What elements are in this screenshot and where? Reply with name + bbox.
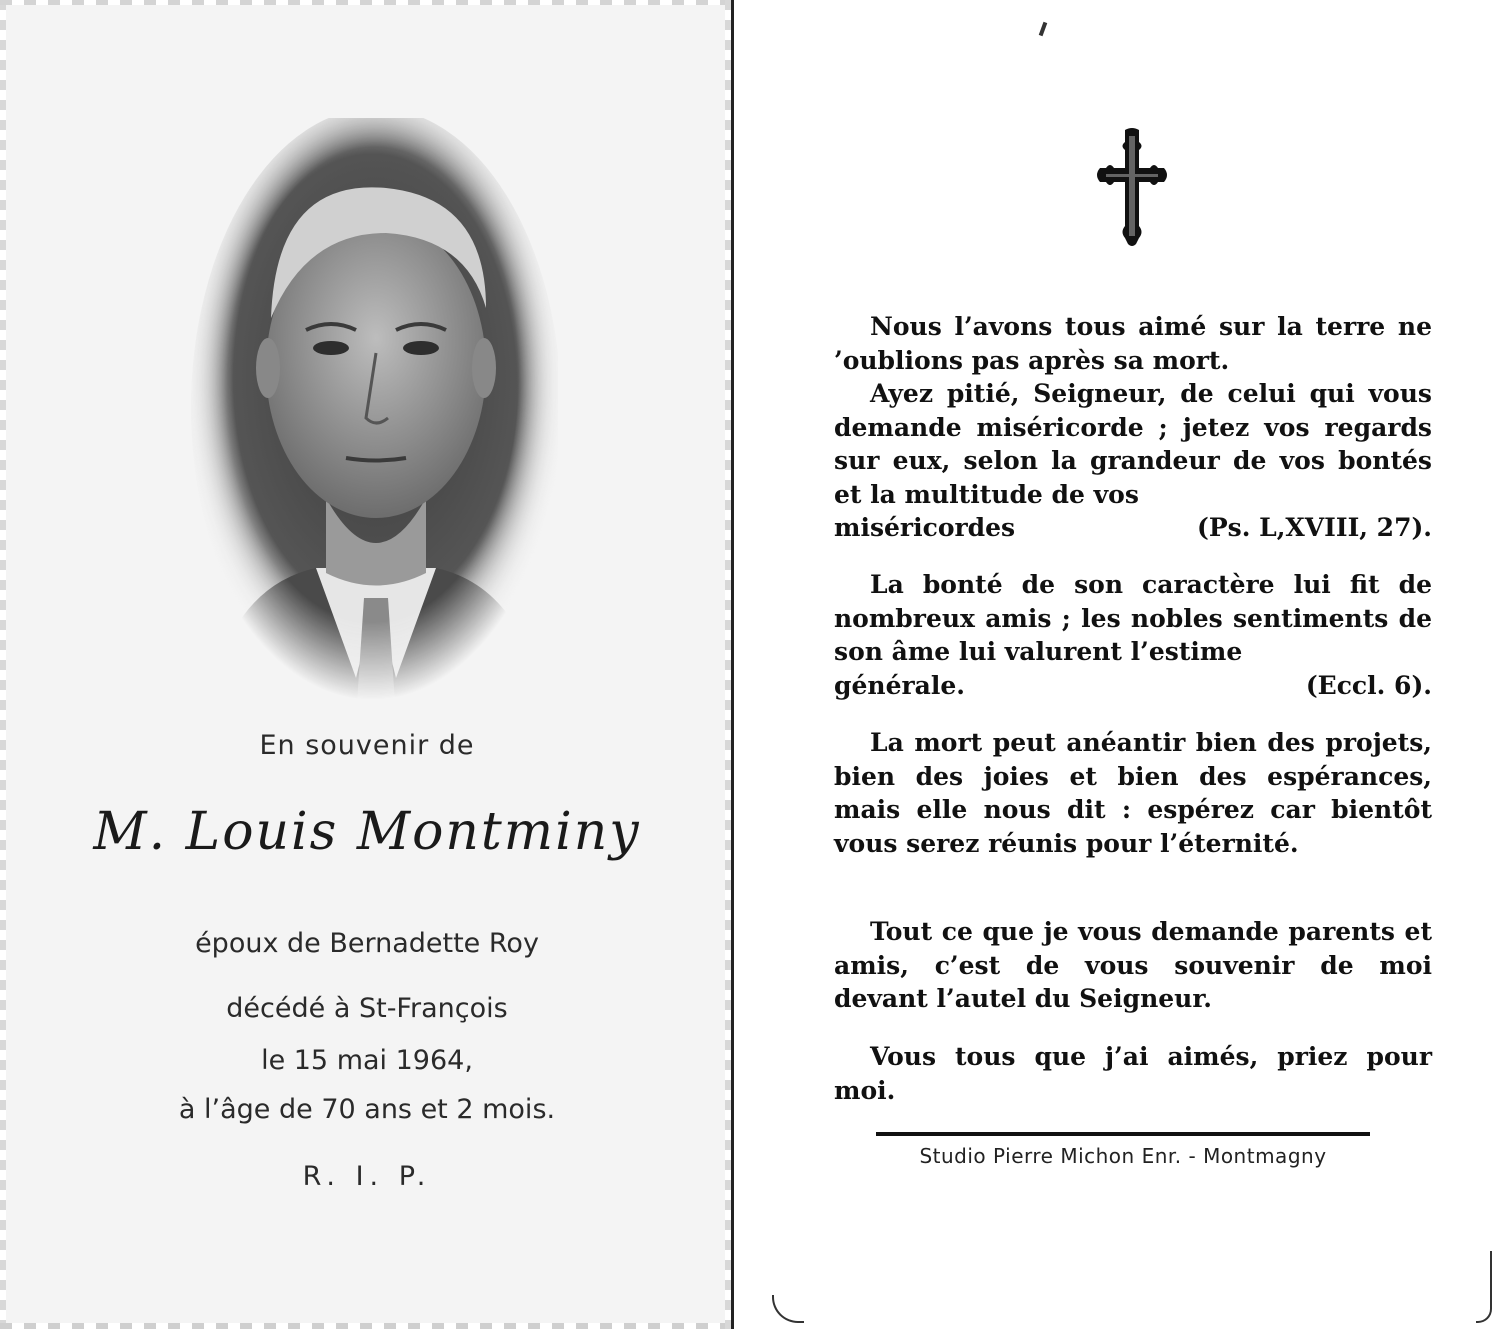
prayer-line: La bonté de son caractère lui fit de nombreux amis ; les nobles sentiments de son âme lui valurent l’estime [834,570,1432,666]
line-end-text: miséricordes [834,513,1016,542]
card-corner-bottom-right [1476,1251,1492,1323]
mark-stroke [1039,22,1048,37]
card-corner-bottom-left [772,1295,804,1323]
psalm-text: Ayez pitié, Seigneur, de celui qui vous demande miséricorde ; jetez vos regards sur eux, selon la grandeur de vos bontés et la multitude de vos [834,379,1432,509]
spouse-text: époux de Bernadette Roy [195,928,539,959]
memorial-card-back [736,0,1500,1329]
scalloped-edge-bottom [0,1323,731,1329]
prayer-paragraph-5 [834,1040,1432,1107]
death-date-text: le 15 mai 1964, [261,1045,473,1076]
prayer-line: Nous l’avons tous aimé sur la terre ne ’oublions pas après sa mort. [834,312,1432,375]
prayer-line: Tout ce que je vous demande parents et amis, c’est de vous souvenir de moi devant l’autel du Seigneur. [834,917,1432,1013]
scalloped-edge-top [0,0,731,5]
portrait-photo [186,118,558,718]
memorial-card-front [0,0,734,1329]
prayer-paragraph-2 [834,568,1432,702]
reference-line [834,511,1432,545]
intro-text: En souvenir de [259,730,475,761]
rip-text: R. I. P. [302,1161,432,1192]
prayer-paragraph-1 [834,310,1432,545]
prayer-line: Vous tous que j’ai aimés, priez pour moi. [834,1042,1432,1105]
age-text: à l’âge de 70 ans et 2 mois. [178,1094,556,1125]
line-end-text: générale. [834,670,965,700]
psalm-reference: (Ps. L,XVIII, 27). [1197,513,1432,542]
cross-icon [1092,128,1172,248]
studio-credit: Studio Pierre Michon Enr. - Montmagny [919,1144,1327,1168]
prayer-line: La mort peut anéantir bien des projets, bien des joies et bien des espérances, mais elle nous dit : espérez car bientôt vous serez réunis pour l’éternité. [834,728,1432,858]
prayer-line [834,377,1432,511]
death-place-text: décédé à St-François [226,993,508,1024]
eccl-reference: (Eccl. 6). [1305,670,1432,700]
deceased-name: M. Louis Montminy [93,802,641,862]
prayer-paragraph-4 [834,915,1432,1016]
reference-line [834,669,1432,703]
divider-rule [876,1132,1370,1136]
prayer-paragraph-3 [834,726,1432,860]
